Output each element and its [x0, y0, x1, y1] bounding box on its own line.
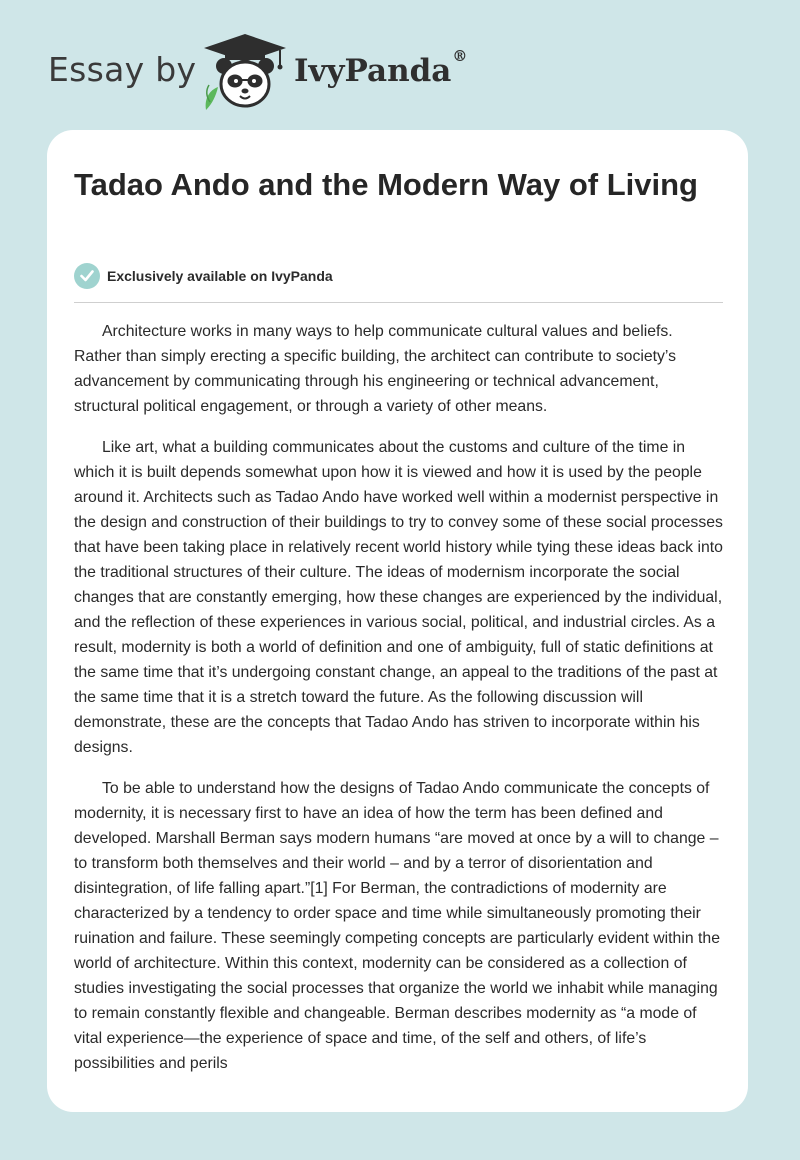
- paragraph: Architecture works in many ways to help communicate cultural values and beliefs. Rather than simply erecting a specific building, the architect can contribute to society’s advancement by communicating through his engineering or technical advancement, structural political engagement, or through a variety of other means.: [74, 323, 677, 415]
- check-circle-icon: [74, 263, 100, 289]
- essay-by-label: Essay by: [48, 50, 197, 89]
- panda-graduate-logo[interactable]: [200, 32, 290, 112]
- paragraph: Like art, what a building communicates about the customs and culture of the time in which it is built depends somewhat upon how it is viewed and how it is used by the people around it. Architects such as Tadao Ando have worked well within a modernist perspective in the design and construction of their buildings to try to convey some of these social processes that have been taking place in relatively recent world history while tying these ideas back into the traditional structures of their culture. The ideas of modernism incorporate the social changes that are constantly emerging, how these changes are experienced by the individual, and the reflection of these experiences in various social, political, and industrial circles. As a result, modernity is both a world of definition and one of ambiguity, full of static definitions at the same time that it’s undergoing constant change, an appeal to the traditions of the past at the same time that it is a stretch toward the future. As the following discussion will demonstrate, these are the concepts that Tadao Ando has striven to incorporate within his designs.: [74, 439, 723, 756]
- page-title: Tadao Ando and the Modern Way of Living: [74, 167, 698, 202]
- exclusive-label: Exclusively available on IvyPanda: [107, 268, 333, 284]
- registered-mark: ®: [452, 47, 468, 65]
- brand-text: IvyPanda: [294, 53, 452, 89]
- brand-name[interactable]: [294, 47, 468, 89]
- paragraph: To be able to understand how the designs of Tadao Ando communicate the concepts of modernity, it is necessary first to have an idea of how the term has been defined and developed. Marshall Berman says modern humans “are moved at once by a will to change – to transform both themselves and their world – and by a terror of disorientation and disintegration, of life falling apart.”[1] For Berman, the contradictions of modernity are characterized by a tendency to order space and time while simultaneously promoting their ruination and failure. These seemingly competing concepts are particularly evident within the world of architecture. Within this context, modernity can be considered as a collection of studies investigating the social processes that organize the world we inhabit while managing to remain constantly flexible and changeable. Berman describes modernity as “a mode of vital experience—the experience of space and time, of the self and others, of life’s possibilities and perils: [74, 780, 720, 1072]
- site-header: [0, 0, 800, 128]
- exclusive-badge: [74, 263, 333, 289]
- essay-body: [74, 319, 724, 1092]
- divider: [74, 302, 723, 303]
- essay-card: [47, 130, 748, 1112]
